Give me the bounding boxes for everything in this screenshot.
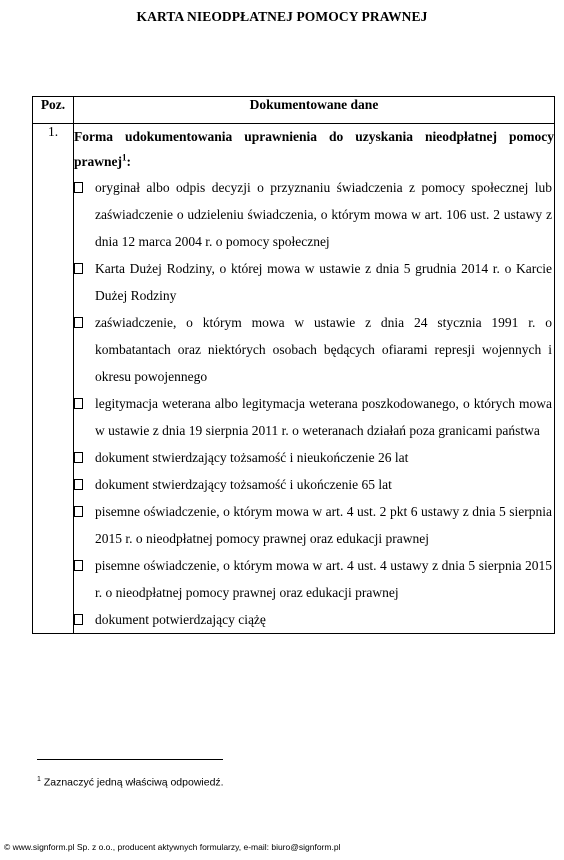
table-header-row bbox=[33, 97, 555, 124]
option-label: Karta Dużej Rodziny, o której mowa w ustawie z dnia 5 grudnia 2014 r. o Karcie Dużej Rodziny bbox=[95, 261, 552, 303]
column-header-data: Dokumentowane dane bbox=[74, 97, 555, 124]
checkbox[interactable] bbox=[74, 398, 83, 409]
option-label: dokument stwierdzający tożsamość i ukończenie 65 lat bbox=[95, 477, 392, 492]
row-content bbox=[74, 124, 555, 634]
footnote-reference: 1 bbox=[122, 152, 127, 163]
option-label: dokument stwierdzający tożsamość i nieukończenie 26 lat bbox=[95, 450, 409, 465]
option-label: zaświadczenie, o którym mowa w ustawie z dnia 24 stycznia 1991 r. o kombatantach oraz niektórych osobach będących ofiarami represji wojennych i okresu powojennego bbox=[95, 315, 552, 384]
option-label: legitymacja weterana albo legitymacja weterana poszkodowanego, o których mowa w ustawie z dnia 19 sierpnia 2011 r. o weteranach działań poza granicami państwa bbox=[95, 396, 552, 438]
data-table bbox=[32, 96, 555, 634]
option-item bbox=[74, 444, 554, 471]
document-title: KARTA NIEODPŁATNEJ POMOCY PRAWNEJ bbox=[136, 9, 428, 24]
row-heading-text: Forma udokumentowania uprawnienia do uzyskania nieodpłatnej pomocy prawnej bbox=[74, 129, 554, 169]
option-item bbox=[74, 174, 554, 255]
option-label: dokument potwierdzający ciążę bbox=[95, 612, 266, 627]
option-item bbox=[74, 552, 554, 606]
option-item bbox=[74, 309, 554, 390]
option-item bbox=[74, 498, 554, 552]
option-item bbox=[74, 255, 554, 309]
footnote-divider bbox=[37, 759, 223, 760]
checkbox[interactable] bbox=[74, 479, 83, 490]
page-footer: © www.signform.pl Sp. z o.o., producent aktywnych formularzy, e-mail: biuro@signform.pl bbox=[4, 842, 341, 852]
option-label: oryginał albo odpis decyzji o przyznaniu świadczenia z pomocy społecznej lub zaświadczenie o udzieleniu świadczenia, o którym mowa w art. 106 ust. 2 ustawy z dnia 12 marca 2004 r. o pomocy społecznej bbox=[95, 180, 552, 249]
option-item bbox=[74, 606, 554, 633]
footnote-text: Zaznaczyć jedną właściwą odpowiedź. bbox=[40, 776, 224, 789]
footnote bbox=[37, 776, 224, 789]
table-row bbox=[33, 124, 555, 634]
checkbox[interactable] bbox=[74, 560, 83, 571]
checkbox[interactable] bbox=[74, 317, 83, 328]
checkbox[interactable] bbox=[74, 182, 83, 193]
option-item bbox=[74, 471, 554, 498]
option-label: pisemne oświadczenie, o którym mowa w art. 4 ust. 4 ustawy z dnia 5 sierpnia 2015 r. o nieodpłatnej pomocy prawnej oraz edukacji prawnej bbox=[95, 558, 552, 600]
checkbox[interactable] bbox=[74, 263, 83, 274]
row-number: 1. bbox=[33, 124, 74, 634]
row-heading-suffix: : bbox=[126, 154, 131, 169]
column-header-position: Poz. bbox=[33, 97, 74, 124]
option-label: pisemne oświadczenie, o którym mowa w art. 4 ust. 2 pkt 6 ustawy z dnia 5 sierpnia 2015 r. o nieodpłatnej pomocy prawnej oraz edukacji prawnej bbox=[95, 504, 552, 546]
option-item bbox=[74, 390, 554, 444]
checkbox[interactable] bbox=[74, 452, 83, 463]
footnote-marker: 1 bbox=[37, 776, 41, 783]
checkbox[interactable] bbox=[74, 614, 83, 625]
row-heading bbox=[74, 124, 554, 174]
checkbox[interactable] bbox=[74, 506, 83, 517]
